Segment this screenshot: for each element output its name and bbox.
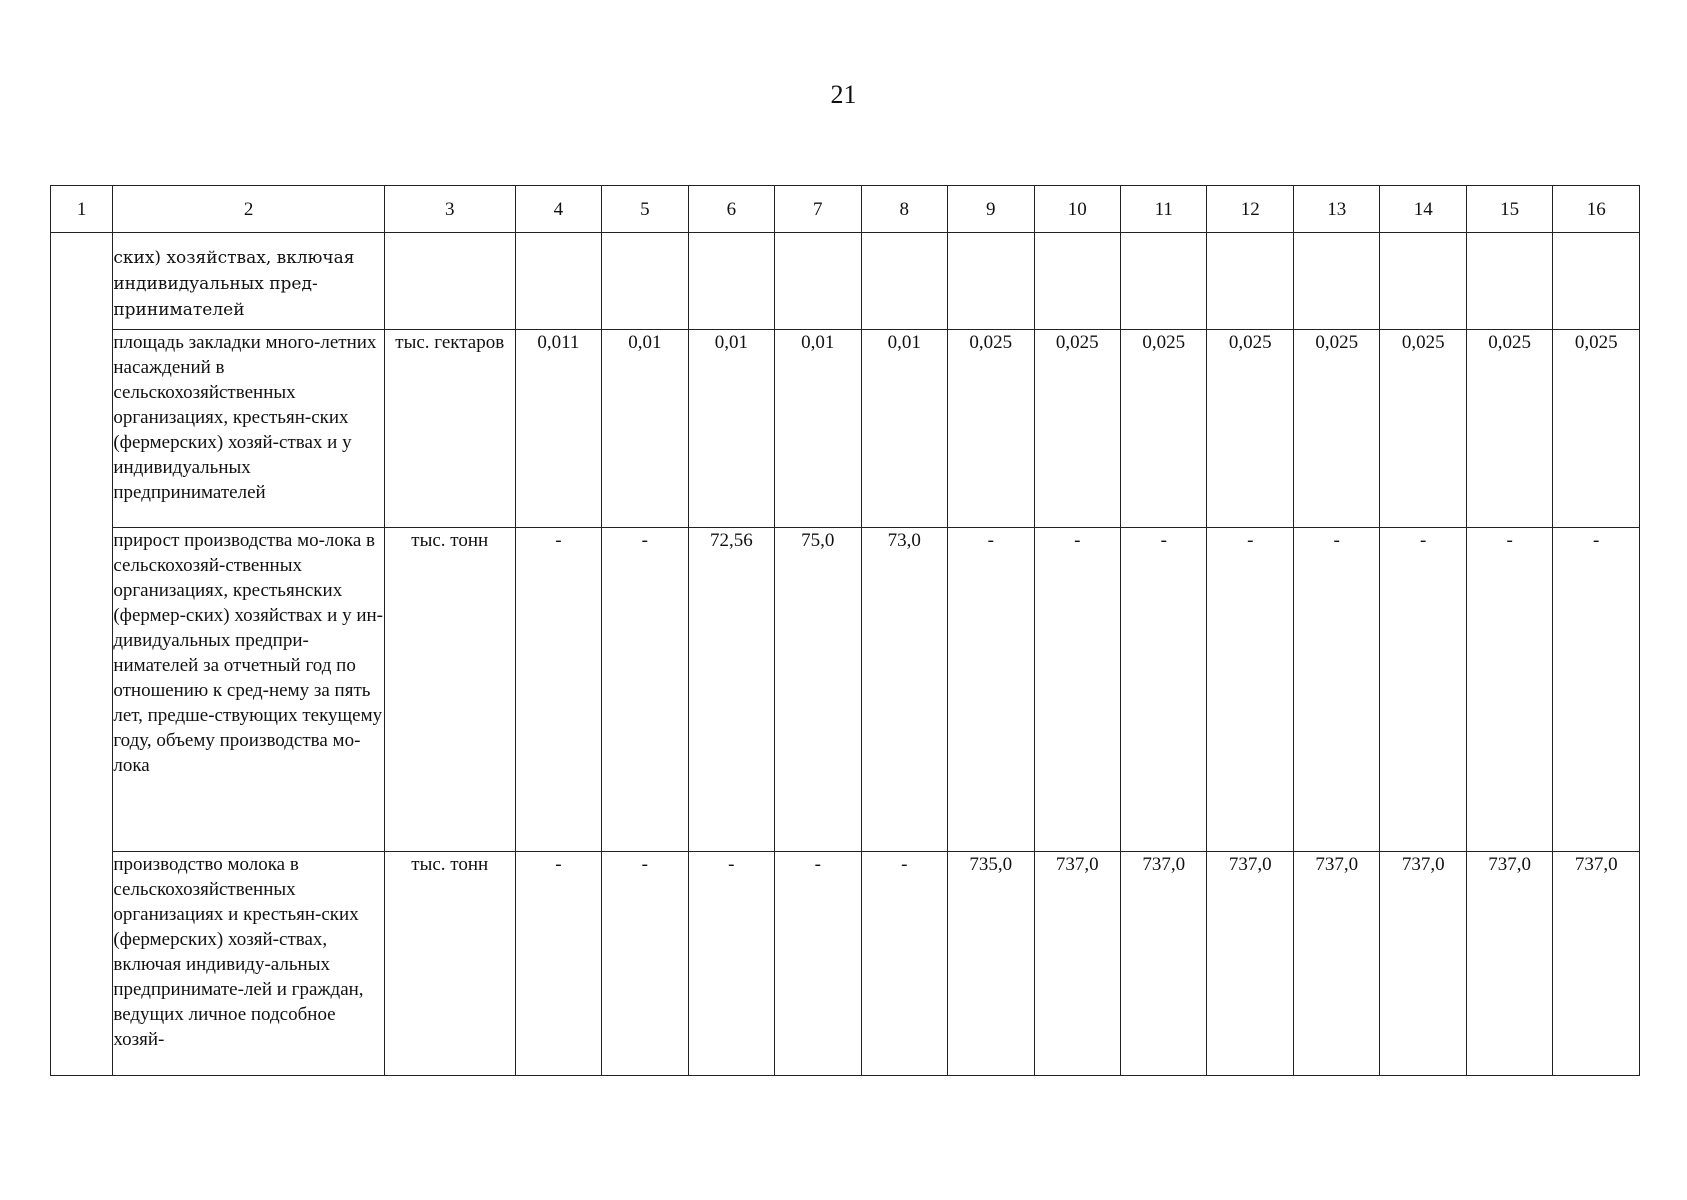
value-cell <box>515 233 601 330</box>
header-row <box>51 186 1640 233</box>
indicator-description <box>113 233 385 330</box>
value-cell: 737,0 <box>1553 852 1640 1076</box>
value-cell <box>861 233 947 330</box>
value-cell: - <box>602 528 688 852</box>
value-cell: - <box>948 528 1034 852</box>
value-cell <box>1207 233 1293 330</box>
value-cell: 0,01 <box>602 330 688 528</box>
column-header: 14 <box>1380 186 1466 233</box>
indicator-description: площадь закладки много-летних насаждений в сельскохозяйственных организациях, крестьян-ских (фермерских) хозяй-ствах и у индивидуальных предпринимателей <box>113 330 385 528</box>
column-header: 16 <box>1553 186 1640 233</box>
column-header: 1 <box>51 186 113 233</box>
value-cell: - <box>1034 528 1120 852</box>
unit-cell: тыс. гектаров <box>384 330 515 528</box>
column-header: 2 <box>113 186 385 233</box>
value-cell: - <box>1207 528 1293 852</box>
indicator-description: производство молока в сельскохозяйственных организациях и крестьян-ских (фермерских) хозяй-ствах, включая индивиду-альных предпринимате-лей и граждан, ведущих личное подсобное хозяй- <box>113 852 385 1076</box>
value-cell: 737,0 <box>1034 852 1120 1076</box>
table-row <box>51 852 1640 1076</box>
value-cell: - <box>688 852 774 1076</box>
value-cell <box>602 233 688 330</box>
value-cell: 0,025 <box>1121 330 1207 528</box>
unit-cell: тыс. тонн <box>384 528 515 852</box>
value-cell: 75,0 <box>775 528 861 852</box>
page-number: 21 <box>830 80 857 109</box>
value-cell: 737,0 <box>1466 852 1552 1076</box>
unit-cell <box>384 233 515 330</box>
table-row <box>51 528 1640 852</box>
column-header: 12 <box>1207 186 1293 233</box>
value-cell: 0,01 <box>861 330 947 528</box>
value-cell <box>775 233 861 330</box>
value-cell: 0,025 <box>1293 330 1379 528</box>
value-cell: 0,01 <box>688 330 774 528</box>
value-cell: 0,025 <box>1553 330 1640 528</box>
value-cell <box>1466 233 1552 330</box>
unit-cell: тыс. тонн <box>384 852 515 1076</box>
column-header: 13 <box>1293 186 1379 233</box>
value-cell <box>688 233 774 330</box>
column-header: 10 <box>1034 186 1120 233</box>
table-row <box>51 330 1640 528</box>
value-cell: - <box>1380 528 1466 852</box>
value-cell: - <box>775 852 861 1076</box>
value-cell: 0,011 <box>515 330 601 528</box>
value-cell: - <box>602 852 688 1076</box>
column-header: 4 <box>515 186 601 233</box>
value-cell <box>1034 233 1120 330</box>
column-header: 15 <box>1466 186 1552 233</box>
value-cell: - <box>1121 528 1207 852</box>
value-cell: 737,0 <box>1207 852 1293 1076</box>
value-cell: 737,0 <box>1121 852 1207 1076</box>
row-number-cell <box>51 233 113 1076</box>
table-row <box>51 233 1640 330</box>
value-cell: 735,0 <box>948 852 1034 1076</box>
indicator-description: прирост производства мо-лока в сельскохозяй-ственных организациях, крестьянских (фермер-ских) хозяйствах и у ин-дивидуальных предпри-нимателей за отчетный год по отношению к сред-нему за пять лет, предше-ствующих текущему году, объему производства мо-лока <box>113 528 385 852</box>
value-cell <box>1293 233 1379 330</box>
column-header: 11 <box>1121 186 1207 233</box>
value-cell: - <box>515 852 601 1076</box>
value-cell: 73,0 <box>861 528 947 852</box>
value-cell <box>1380 233 1466 330</box>
value-cell: 72,56 <box>688 528 774 852</box>
indicator-description-text: ских) хозяйствах, включая индивидуальных пред-принимателей <box>113 248 355 320</box>
value-cell: 737,0 <box>1380 852 1466 1076</box>
column-header: 3 <box>384 186 515 233</box>
value-cell: 737,0 <box>1293 852 1379 1076</box>
value-cell: 0,01 <box>775 330 861 528</box>
column-header: 9 <box>948 186 1034 233</box>
value-cell: 0,025 <box>1034 330 1120 528</box>
column-header: 7 <box>775 186 861 233</box>
indicator-table <box>50 185 1640 1076</box>
column-header: 5 <box>602 186 688 233</box>
value-cell: - <box>861 852 947 1076</box>
value-cell: - <box>1293 528 1379 852</box>
value-cell: 0,025 <box>948 330 1034 528</box>
value-cell: 0,025 <box>1466 330 1552 528</box>
value-cell: 0,025 <box>1207 330 1293 528</box>
value-cell <box>1121 233 1207 330</box>
column-header: 8 <box>861 186 947 233</box>
value-cell: 0,025 <box>1380 330 1466 528</box>
value-cell: - <box>515 528 601 852</box>
value-cell: - <box>1466 528 1552 852</box>
column-header: 6 <box>688 186 774 233</box>
value-cell: - <box>1553 528 1640 852</box>
value-cell <box>948 233 1034 330</box>
value-cell <box>1553 233 1640 330</box>
